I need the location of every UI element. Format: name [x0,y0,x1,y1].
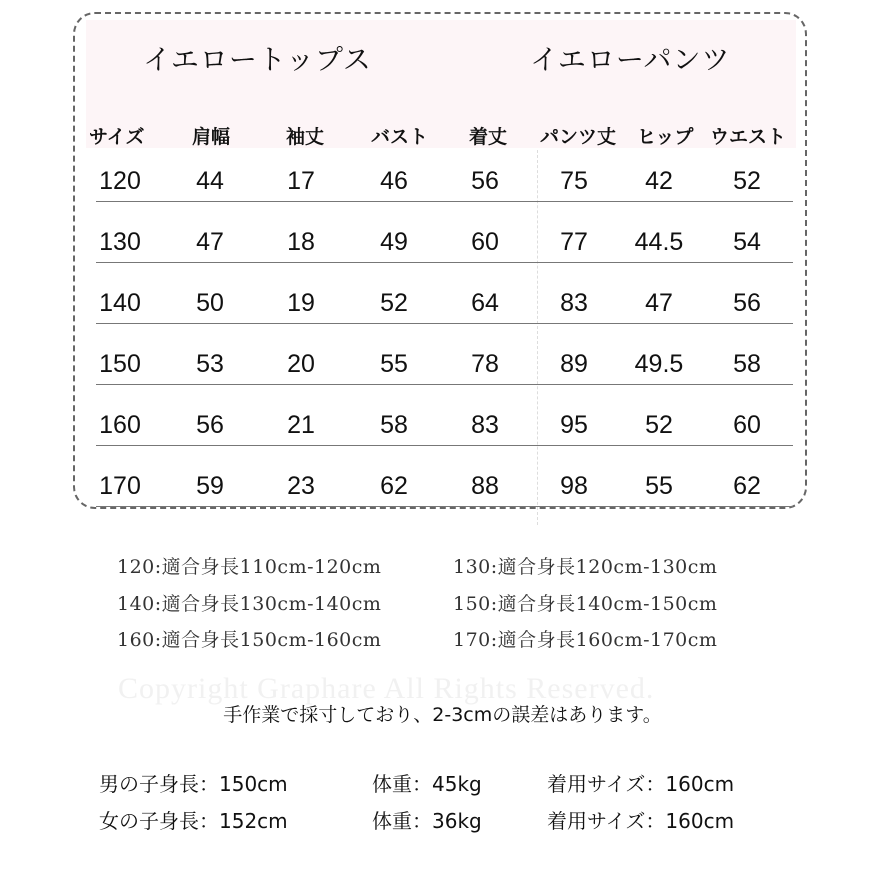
cell-pants-length: 95 [560,411,588,439]
cell-sleeve: 17 [287,167,315,195]
cell-bust: 52 [380,289,408,317]
cell-shoulder: 50 [196,289,224,317]
header-waist: ウエスト [710,126,787,148]
boy-weight: 体重：45kg [372,772,482,796]
cell-length: 88 [471,472,499,500]
cell-shoulder: 53 [196,350,224,378]
fit-guide-120: 120:適合身長110cm-120cm [117,556,382,578]
cell-shoulder: 47 [196,228,224,256]
girl-weight: 体重：36kg [372,809,482,833]
cell-length: 78 [471,350,499,378]
cell-bust: 46 [380,167,408,195]
cell-hip: 44.5 [634,228,684,256]
cell-pants-length: 83 [560,289,588,317]
cell-length: 64 [471,289,499,317]
cell-sleeve: 18 [287,228,315,256]
header-length: 着丈 [469,126,508,148]
header-bust: バスト [371,126,429,148]
girl-size: 着用サイズ：160cm [547,809,735,833]
cell-bust: 49 [380,228,408,256]
cell-size: 140 [99,289,141,317]
row-divider [96,201,793,202]
cell-sleeve: 23 [287,472,315,500]
cell-hip: 52 [645,411,673,439]
cell-waist: 60 [733,411,761,439]
cell-pants-length: 98 [560,472,588,500]
fit-guide-160: 160:適合身長150cm-160cm [117,629,382,651]
fit-guide-150: 150:適合身長140cm-150cm [453,593,718,615]
cell-shoulder: 59 [196,472,224,500]
fit-guide-170: 170:適合身長160cm-170cm [453,629,718,651]
row-divider [96,506,793,507]
cell-waist: 56 [733,289,761,317]
girl-height: 女の子身長：152cm [99,809,288,833]
cell-pants-length: 75 [560,167,588,195]
row-divider [96,323,793,324]
cell-hip: 55 [645,472,673,500]
cell-hip: 47 [645,289,673,317]
cell-pants-length: 89 [560,350,588,378]
header-shoulder: 肩幅 [192,126,231,148]
cell-pants-length: 77 [560,228,588,256]
tops-title: イエロートップス [143,43,372,76]
boy-size: 着用サイズ：160cm [547,772,735,796]
section-divider [537,150,538,525]
measurement-note: 手作業で採寸しており、2-3cmの誤差はあります。 [223,704,662,726]
cell-length: 83 [471,411,499,439]
row-divider [96,262,793,263]
cell-size: 120 [99,167,141,195]
cell-size: 130 [99,228,141,256]
cell-length: 56 [471,167,499,195]
cell-sleeve: 20 [287,350,315,378]
cell-hip: 49.5 [634,350,684,378]
cell-sleeve: 21 [287,411,315,439]
row-divider [96,384,793,385]
cell-waist: 62 [733,472,761,500]
boy-height: 男の子身長：150cm [99,772,288,796]
cell-bust: 62 [380,472,408,500]
header-size: サイズ [89,126,145,148]
cell-sleeve: 19 [287,289,315,317]
header-hip: ヒップ [637,126,694,148]
cell-bust: 55 [380,350,408,378]
fit-guide-130: 130:適合身長120cm-130cm [453,556,718,578]
cell-size: 160 [99,411,141,439]
pants-title: イエローパンツ [530,43,731,76]
cell-waist: 58 [733,350,761,378]
header-pants-length: パンツ丈 [540,126,617,148]
fit-guide-140: 140:適合身長130cm-140cm [117,593,382,615]
row-divider [96,445,793,446]
copyright-watermark: Copyright Graphare All Rights Reserved. [118,672,655,705]
header-sleeve: 袖丈 [286,126,325,148]
cell-waist: 54 [733,228,761,256]
cell-waist: 52 [733,167,761,195]
cell-size: 150 [99,350,141,378]
cell-hip: 42 [645,167,673,195]
cell-length: 60 [471,228,499,256]
cell-shoulder: 56 [196,411,224,439]
cell-size: 170 [99,472,141,500]
cell-bust: 58 [380,411,408,439]
cell-shoulder: 44 [196,167,224,195]
